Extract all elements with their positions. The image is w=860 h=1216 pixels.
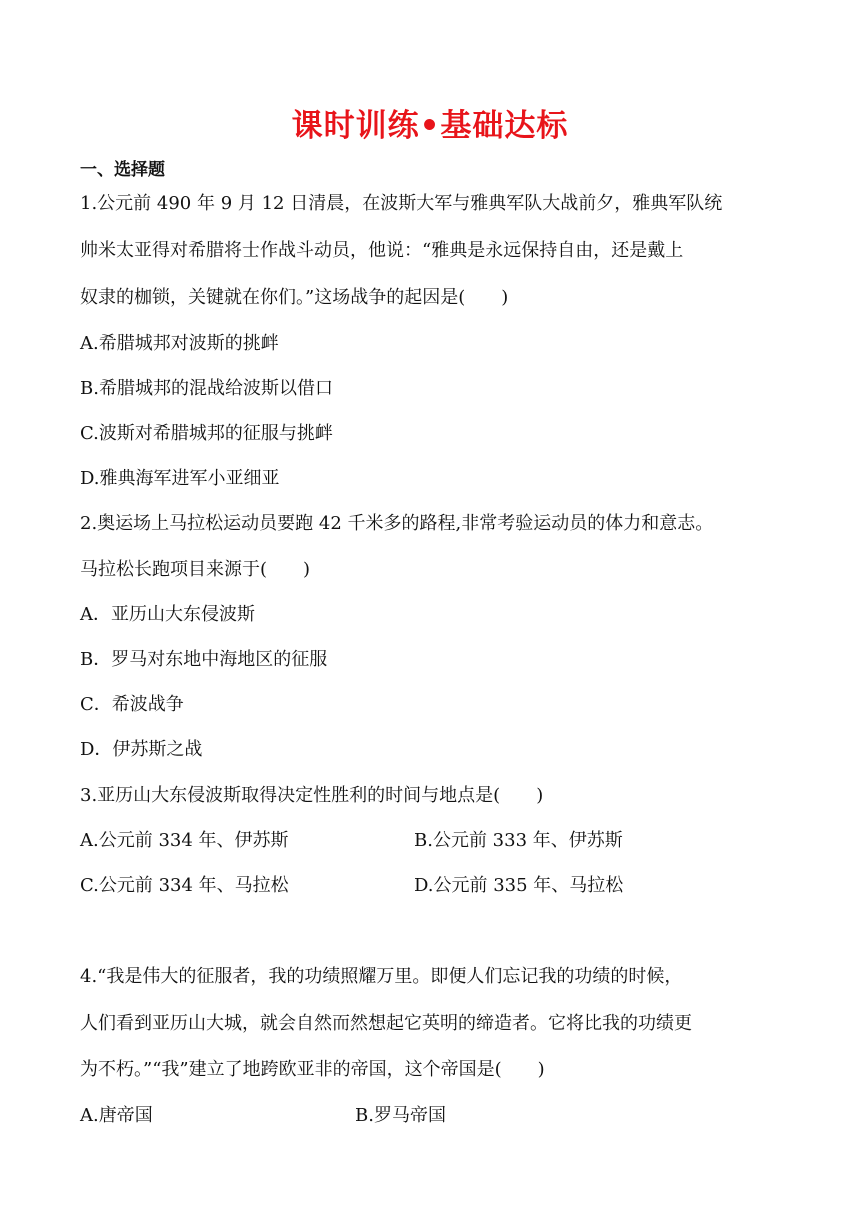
question-1-option-d: D.雅典海军进军小亚细亚 bbox=[80, 468, 280, 489]
question-2-option-c: C．希波战争 bbox=[80, 694, 184, 715]
question-1-option-a: A.希腊城邦对波斯的挑衅 bbox=[80, 333, 279, 354]
question-2-option-b: B．罗马对东地中海地区的征服 bbox=[80, 649, 328, 670]
question-3-line-1: 3.亚历山大东侵波斯取得决定性胜利的时间与地点是( ) bbox=[80, 785, 544, 806]
question-4-line-1: 4.“我是伟大的征服者，我的功绩照耀万里。即便人们忘记我的功绩的时候， bbox=[80, 966, 683, 987]
page-title: 课时训练•基础达标 bbox=[291, 108, 569, 144]
question-2-line-1: 2.奥运场上马拉松运动员要跑 42 千米多的路程,非常考验运动员的体力和意志。 bbox=[80, 513, 714, 534]
question-2-option-d: D．伊苏斯之战 bbox=[80, 739, 203, 760]
question-1-option-b: B.希腊城邦的混战给波斯以借口 bbox=[80, 378, 333, 399]
question-3-option-c: C.公元前 334 年、马拉松 bbox=[80, 875, 289, 896]
question-2-option-a: A．亚历山大东侵波斯 bbox=[80, 604, 255, 625]
question-3-option-d: D.公元前 335 年、马拉松 bbox=[414, 875, 624, 896]
question-1-line-3: 奴隶的枷锁，关键就在你们。”这场战争的起因是( ) bbox=[80, 287, 509, 308]
question-4-line-3: 为不朽。”“我”建立了地跨欧亚非的帝国，这个帝国是( ) bbox=[80, 1059, 545, 1080]
question-2-line-2: 马拉松长跑项目来源于( ) bbox=[80, 559, 311, 580]
question-4-option-b: B.罗马帝国 bbox=[355, 1105, 446, 1126]
question-4-line-2: 人们看到亚历山大城，就会自然而然想起它英明的缔造者。它将比我的功绩更 bbox=[80, 1013, 692, 1034]
question-3-option-a: A.公元前 334 年、伊苏斯 bbox=[80, 830, 289, 851]
question-1-line-2: 帅米太亚得对希腊将士作战斗动员，他说：“雅典是永远保持自由，还是戴上 bbox=[80, 240, 684, 261]
question-3-option-b: B.公元前 333 年、伊苏斯 bbox=[414, 830, 623, 851]
question-1-line-1: 1.公元前 490 年 9 月 12 日清晨，在波斯大军与雅典军队大战前夕，雅典军队统 bbox=[80, 193, 723, 214]
question-1-option-c: C.波斯对希腊城邦的征服与挑衅 bbox=[80, 423, 333, 444]
question-4-option-a: A.唐帝国 bbox=[80, 1105, 153, 1126]
section-heading: 一、选择题 bbox=[80, 160, 165, 180]
